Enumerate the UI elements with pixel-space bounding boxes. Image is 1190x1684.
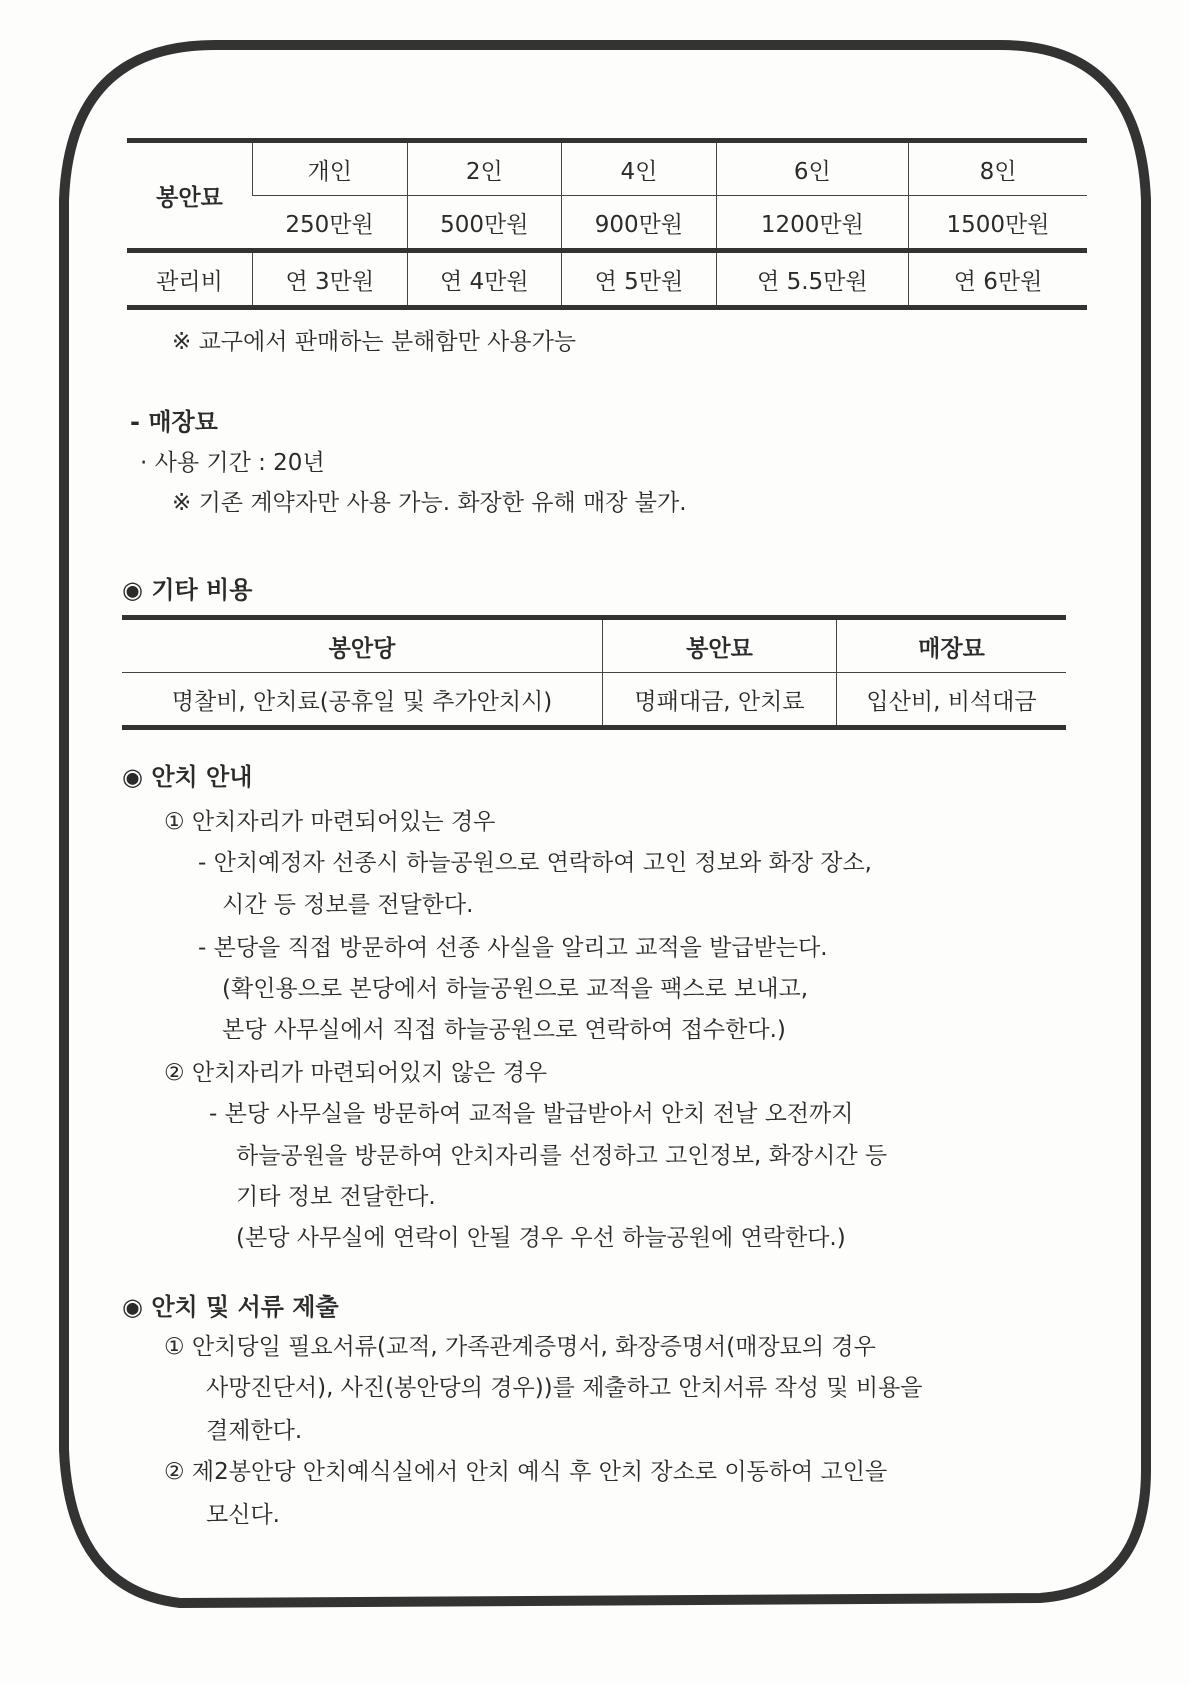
documents-line: ② 제2봉안당 안치예식실에서 안치 예식 후 안치 장소로 이동하여 고인을 (164, 1459, 888, 1485)
guide-line: 기타 정보 전달한다. (236, 1184, 436, 1210)
documents-heading (122, 1292, 339, 1322)
burial-heading: - 매장묘 (130, 408, 218, 436)
niche-grave-price-table (127, 138, 1087, 310)
documents-line: 사망진단서), 사진(봉안당의 경우))를 제출하고 안치서류 작성 및 비용을 (206, 1375, 923, 1401)
fee-cell: 연 5만원 (562, 251, 717, 308)
cost-cell: 명패대금, 안치료 (603, 673, 837, 728)
burial-note: ※ 기존 계약자만 사용 가능. 화장한 유해 매장 불가. (172, 490, 687, 516)
heading-text: 안치 안내 (151, 763, 253, 791)
fee-header: 관리비 (127, 251, 253, 308)
burial-period: · 사용 기간 : 20년 (140, 450, 325, 476)
price-cell: 1200만원 (716, 196, 908, 251)
cost-cell: 명찰비, 안치료(공휴일 및 추가안치시) (122, 673, 603, 728)
price-cell: 250만원 (253, 196, 408, 251)
price-cell: 1500만원 (909, 196, 1087, 251)
fee-cell: 연 3만원 (253, 251, 408, 308)
price-note: ※ 교구에서 판매하는 분해함만 사용가능 (172, 329, 577, 355)
other-costs-table (122, 615, 1066, 730)
guide-line: 하늘공원을 방문하여 안치자리를 선정하고 고인정보, 화장시간 등 (236, 1143, 888, 1169)
fee-cell: 연 5.5만원 (716, 251, 908, 308)
documents-line: ① 안치당일 필요서류(교적, 가족관계증명서, 화장증명서(매장묘의 경우 (164, 1334, 876, 1360)
guide-line: - 안치예정자 선종시 하늘공원으로 연락하여 고인 정보와 화장 장소, (198, 850, 872, 876)
capacity-cell: 2인 (407, 141, 562, 196)
heading-text: 기타 비용 (151, 576, 253, 604)
circled-dot-icon: ◉ (122, 576, 143, 604)
capacity-cell: 8인 (909, 141, 1087, 196)
guide-line: ① 안치자리가 마련되어있는 경우 (164, 809, 496, 835)
column-header: 봉안당 (328, 635, 396, 662)
guide-line: ② 안치자리가 마련되어있지 않은 경우 (164, 1060, 548, 1086)
enshrinement-guide-heading (122, 762, 252, 792)
circled-dot-icon: ◉ (122, 1293, 143, 1321)
column-header: 봉안묘 (603, 618, 837, 673)
row-header: 봉안묘 (156, 185, 223, 211)
documents-line: 결제한다. (206, 1418, 303, 1444)
guide-line: 본당 사무실에서 직접 하늘공원으로 연락하여 접수한다.) (222, 1017, 786, 1043)
capacity-cell: 6인 (716, 141, 908, 196)
guide-line: (본당 사무실에 연락이 안될 경우 우선 하늘공원에 연락한다.) (236, 1225, 846, 1251)
other-costs-heading (122, 575, 252, 605)
guide-line: 시간 등 정보를 전달한다. (222, 892, 474, 918)
cost-cell: 입산비, 비석대금 (837, 673, 1067, 728)
price-cell: 900만원 (562, 196, 717, 251)
capacity-cell: 개인 (253, 141, 408, 196)
fee-cell: 연 4만원 (407, 251, 562, 308)
capacity-cell: 4인 (562, 141, 717, 196)
guide-line: - 본당 사무실을 방문하여 교적을 발급받아서 안치 전날 오전까지 (209, 1101, 854, 1127)
circled-dot-icon: ◉ (122, 763, 143, 791)
guide-line: (확인용으로 본당에서 하늘공원으로 교적을 팩스로 보내고, (222, 976, 809, 1002)
guide-line: - 본당을 직접 방문하여 선종 사실을 알리고 교적을 발급받는다. (198, 935, 828, 961)
documents-line: 모신다. (206, 1502, 280, 1528)
fee-cell: 연 6만원 (909, 251, 1087, 308)
column-header: 매장묘 (837, 618, 1067, 673)
price-cell: 500만원 (407, 196, 562, 251)
heading-text: 안치 및 서류 제출 (151, 1293, 339, 1321)
